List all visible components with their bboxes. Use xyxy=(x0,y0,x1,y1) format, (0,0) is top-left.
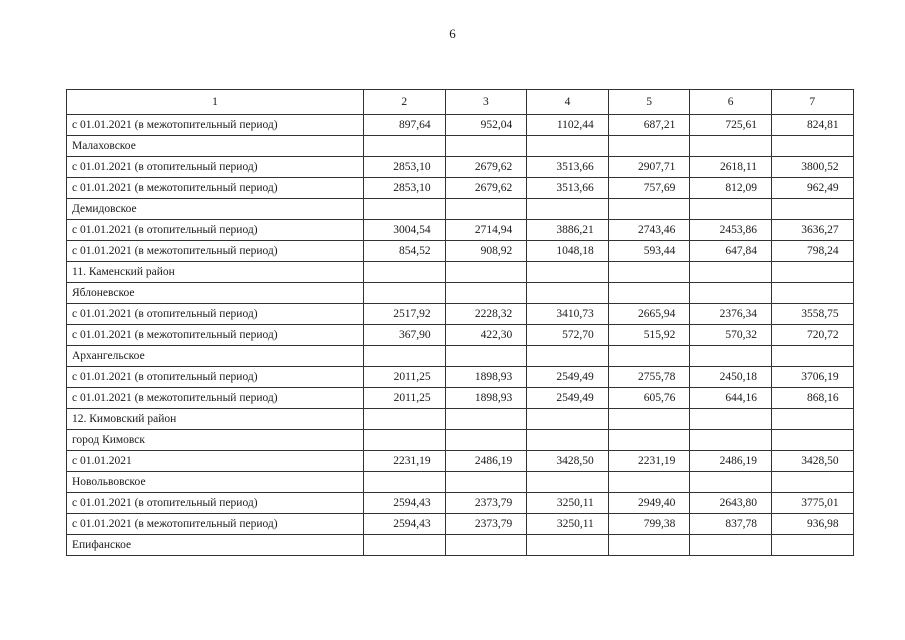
header-cell: 4 xyxy=(527,90,609,115)
header-cell: 5 xyxy=(608,90,690,115)
value-cell xyxy=(364,199,446,220)
header-cell: 7 xyxy=(771,90,853,115)
value-cell: 799,38 xyxy=(608,514,690,535)
value-cell xyxy=(364,409,446,430)
value-cell xyxy=(690,472,772,493)
table-row xyxy=(67,409,854,430)
value-cell: 1898,93 xyxy=(445,388,527,409)
header-cell: 3 xyxy=(445,90,527,115)
value-cell xyxy=(364,136,446,157)
value-cell xyxy=(608,409,690,430)
header-row xyxy=(67,90,854,115)
value-cell xyxy=(527,283,609,304)
value-cell: 1048,18 xyxy=(527,241,609,262)
value-cell: 2594,43 xyxy=(364,514,446,535)
value-cell: 3513,66 xyxy=(527,178,609,199)
value-cell: 952,04 xyxy=(445,115,527,136)
value-cell xyxy=(608,346,690,367)
value-cell xyxy=(364,262,446,283)
value-cell xyxy=(771,430,853,451)
value-cell xyxy=(527,262,609,283)
value-cell: 2755,78 xyxy=(608,367,690,388)
value-cell xyxy=(445,199,527,220)
table-row xyxy=(67,367,854,388)
value-cell: 3513,66 xyxy=(527,157,609,178)
table-row xyxy=(67,325,854,346)
value-cell xyxy=(527,535,609,556)
value-cell xyxy=(527,346,609,367)
value-cell xyxy=(527,430,609,451)
table-row xyxy=(67,115,854,136)
value-cell xyxy=(771,472,853,493)
value-cell: 570,32 xyxy=(690,325,772,346)
header-cell: 2 xyxy=(364,90,446,115)
value-cell: 593,44 xyxy=(608,241,690,262)
value-cell: 2679,62 xyxy=(445,178,527,199)
row-label-cell: Новольвовское xyxy=(67,472,364,493)
value-cell xyxy=(771,262,853,283)
value-cell xyxy=(690,283,772,304)
value-cell: 868,16 xyxy=(771,388,853,409)
value-cell: 725,61 xyxy=(690,115,772,136)
value-cell: 2714,94 xyxy=(445,220,527,241)
value-cell: 824,81 xyxy=(771,115,853,136)
value-cell: 3428,50 xyxy=(771,451,853,472)
value-cell: 2643,80 xyxy=(690,493,772,514)
value-cell: 605,76 xyxy=(608,388,690,409)
page-number: 6 xyxy=(449,26,456,41)
row-label-cell: Архангельское xyxy=(67,346,364,367)
value-cell: 2231,19 xyxy=(608,451,690,472)
value-cell: 2665,94 xyxy=(608,304,690,325)
value-cell: 1102,44 xyxy=(527,115,609,136)
value-cell: 3636,27 xyxy=(771,220,853,241)
value-cell xyxy=(445,409,527,430)
value-cell xyxy=(527,136,609,157)
value-cell: 2376,34 xyxy=(690,304,772,325)
table-row xyxy=(67,199,854,220)
value-cell: 3800,52 xyxy=(771,157,853,178)
value-cell: 2907,71 xyxy=(608,157,690,178)
table-row xyxy=(67,514,854,535)
value-cell xyxy=(527,199,609,220)
value-cell: 3410,73 xyxy=(527,304,609,325)
value-cell xyxy=(445,136,527,157)
value-cell: 720,72 xyxy=(771,325,853,346)
row-label-cell: с 01.01.2021 (в межотопительный период) xyxy=(67,178,364,199)
value-cell: 1898,93 xyxy=(445,367,527,388)
value-cell xyxy=(608,535,690,556)
value-cell: 908,92 xyxy=(445,241,527,262)
value-cell: 2594,43 xyxy=(364,493,446,514)
row-label-cell: Яблоневское xyxy=(67,283,364,304)
value-cell: 3004,54 xyxy=(364,220,446,241)
table-body xyxy=(67,115,854,556)
value-cell xyxy=(771,535,853,556)
value-cell: 2011,25 xyxy=(364,388,446,409)
data-table xyxy=(66,89,854,556)
row-label-cell: с 01.01.2021 (в межотопительный период) xyxy=(67,115,364,136)
value-cell: 3558,75 xyxy=(771,304,853,325)
value-cell: 3775,01 xyxy=(771,493,853,514)
value-cell xyxy=(527,409,609,430)
value-cell xyxy=(608,283,690,304)
value-cell: 2231,19 xyxy=(364,451,446,472)
value-cell xyxy=(445,430,527,451)
value-cell: 798,24 xyxy=(771,241,853,262)
value-cell: 2549,49 xyxy=(527,388,609,409)
value-cell: 367,90 xyxy=(364,325,446,346)
value-cell xyxy=(690,430,772,451)
value-cell: 2517,92 xyxy=(364,304,446,325)
value-cell: 572,70 xyxy=(527,325,609,346)
value-cell xyxy=(771,283,853,304)
value-cell xyxy=(445,472,527,493)
value-cell: 757,69 xyxy=(608,178,690,199)
table-row xyxy=(67,346,854,367)
value-cell: 854,52 xyxy=(364,241,446,262)
value-cell xyxy=(690,262,772,283)
table-row xyxy=(67,493,854,514)
value-cell xyxy=(527,472,609,493)
value-cell xyxy=(608,472,690,493)
value-cell: 515,92 xyxy=(608,325,690,346)
value-cell: 936,98 xyxy=(771,514,853,535)
value-cell xyxy=(445,535,527,556)
row-label-cell: с 01.01.2021 (в отопительный период) xyxy=(67,493,364,514)
table-row xyxy=(67,472,854,493)
value-cell: 644,16 xyxy=(690,388,772,409)
table-row xyxy=(67,304,854,325)
value-cell xyxy=(771,199,853,220)
header-cell: 1 xyxy=(67,90,364,115)
value-cell: 2228,32 xyxy=(445,304,527,325)
row-label-cell: с 01.01.2021 xyxy=(67,451,364,472)
table-row xyxy=(67,430,854,451)
table-row xyxy=(67,178,854,199)
value-cell: 2949,40 xyxy=(608,493,690,514)
value-cell: 3428,50 xyxy=(527,451,609,472)
value-cell xyxy=(364,472,446,493)
value-cell: 2486,19 xyxy=(690,451,772,472)
value-cell: 2853,10 xyxy=(364,157,446,178)
row-label-cell: Епифанское xyxy=(67,535,364,556)
value-cell xyxy=(690,409,772,430)
value-cell: 687,21 xyxy=(608,115,690,136)
value-cell: 2549,49 xyxy=(527,367,609,388)
table-row xyxy=(67,262,854,283)
value-cell: 422,30 xyxy=(445,325,527,346)
value-cell: 962,49 xyxy=(771,178,853,199)
value-cell: 3250,11 xyxy=(527,493,609,514)
value-cell: 647,84 xyxy=(690,241,772,262)
value-cell xyxy=(771,136,853,157)
row-label-cell: 11. Каменский район xyxy=(67,262,364,283)
value-cell: 2373,79 xyxy=(445,514,527,535)
row-label-cell: с 01.01.2021 (в отопительный период) xyxy=(67,367,364,388)
row-label-cell: с 01.01.2021 (в межотопительный период) xyxy=(67,514,364,535)
row-label-cell: Демидовское xyxy=(67,199,364,220)
value-cell xyxy=(690,136,772,157)
value-cell xyxy=(690,535,772,556)
value-cell xyxy=(690,199,772,220)
value-cell: 3250,11 xyxy=(527,514,609,535)
value-cell: 2679,62 xyxy=(445,157,527,178)
value-cell: 2011,25 xyxy=(364,367,446,388)
value-cell xyxy=(445,283,527,304)
value-cell: 3706,19 xyxy=(771,367,853,388)
value-cell xyxy=(771,346,853,367)
value-cell xyxy=(445,346,527,367)
header-cell: 6 xyxy=(690,90,772,115)
value-cell: 2618,11 xyxy=(690,157,772,178)
value-cell xyxy=(771,409,853,430)
value-cell: 837,78 xyxy=(690,514,772,535)
value-cell xyxy=(364,346,446,367)
row-label-cell: Малаховское xyxy=(67,136,364,157)
table-row xyxy=(67,283,854,304)
value-cell: 2486,19 xyxy=(445,451,527,472)
value-cell xyxy=(608,199,690,220)
table-row xyxy=(67,388,854,409)
value-cell: 2450,18 xyxy=(690,367,772,388)
table-row xyxy=(67,241,854,262)
value-cell: 897,64 xyxy=(364,115,446,136)
value-cell xyxy=(608,136,690,157)
table-row xyxy=(67,451,854,472)
row-label-cell: с 01.01.2021 (в отопительный период) xyxy=(67,157,364,178)
value-cell: 2453,86 xyxy=(690,220,772,241)
value-cell xyxy=(445,262,527,283)
row-label-cell: город Кимовск xyxy=(67,430,364,451)
table-row xyxy=(67,157,854,178)
value-cell xyxy=(364,283,446,304)
value-cell: 2373,79 xyxy=(445,493,527,514)
value-cell: 2853,10 xyxy=(364,178,446,199)
value-cell: 2743,46 xyxy=(608,220,690,241)
value-cell: 812,09 xyxy=(690,178,772,199)
value-cell xyxy=(364,535,446,556)
value-cell xyxy=(690,346,772,367)
row-label-cell: с 01.01.2021 (в отопительный период) xyxy=(67,220,364,241)
value-cell xyxy=(608,430,690,451)
row-label-cell: с 01.01.2021 (в отопительный период) xyxy=(67,304,364,325)
value-cell xyxy=(608,262,690,283)
value-cell: 3886,21 xyxy=(527,220,609,241)
row-label-cell: с 01.01.2021 (в межотопительный период) xyxy=(67,388,364,409)
table-row xyxy=(67,136,854,157)
value-cell xyxy=(364,430,446,451)
row-label-cell: с 01.01.2021 (в межотопительный период) xyxy=(67,325,364,346)
table-row xyxy=(67,535,854,556)
table-row xyxy=(67,220,854,241)
row-label-cell: 12. Кимовский район xyxy=(67,409,364,430)
row-label-cell: с 01.01.2021 (в межотопительный период) xyxy=(67,241,364,262)
